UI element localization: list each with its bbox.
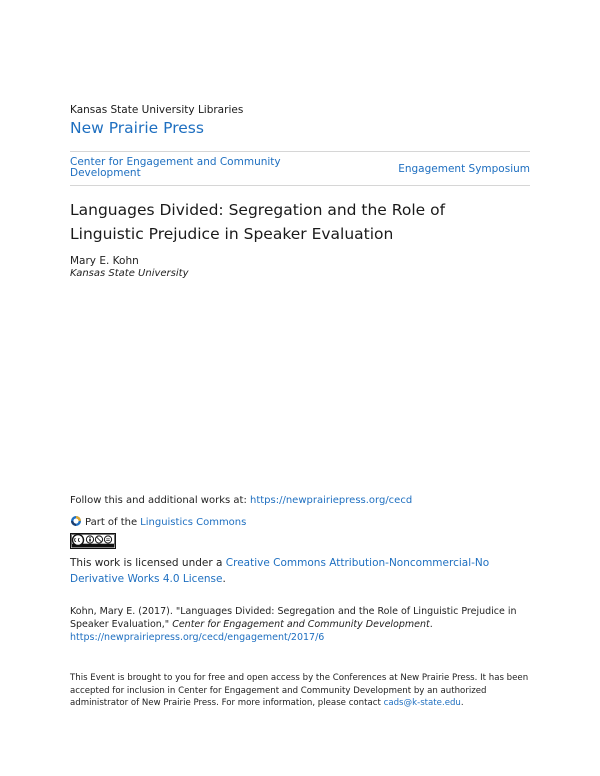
license-link[interactable]: Creative Commons Attribution-Noncommercial-No Derivative Works 4.0 License <box>70 557 490 585</box>
notice-text: This Event is brought to you for free and open access by the Conferences at New Prairie Press. It has been accepted for inclusion in Center for Engagement and Community Development by an authorized administrator of New Prairie Press. For more information, please contact <box>70 673 529 708</box>
part-of-line <box>70 515 246 530</box>
citation-separator: . <box>429 619 433 630</box>
network-icon <box>70 515 82 530</box>
citation-link[interactable]: https://newprairiepress.org/cecd/engagement/2017/6 <box>70 632 325 643</box>
article-title: Languages Divided: Segregation and the Role of Linguistic Prejudice in Speaker Evaluation <box>70 201 446 243</box>
linguistics-commons-link[interactable]: Linguistics Commons <box>140 517 247 528</box>
license-suffix: . <box>222 573 226 585</box>
follow-link[interactable]: https://newprairiepress.org/cecd <box>250 495 413 506</box>
divider-bottom <box>70 185 530 186</box>
license-text: This work is licensed under a <box>70 557 226 569</box>
press-link[interactable]: New Prairie Press <box>70 119 204 137</box>
collection-link[interactable]: Center for Engagement and Community Development <box>70 156 281 179</box>
contact-email-link[interactable]: cads@k-state.edu <box>383 698 461 708</box>
cc-by-nc-nd-icon[interactable] <box>70 533 116 549</box>
institution-name: Kansas State University Libraries <box>70 104 244 116</box>
notice-suffix: . <box>460 698 464 708</box>
author-affiliation: Kansas State University <box>70 268 189 279</box>
citation-venue: Center for Engagement and Community Development <box>172 619 430 630</box>
follow-line <box>70 495 412 506</box>
citation-text: Kohn, Mary E. (2017). "Languages Divided: Segregation and the Role of Linguistic Prejudice in Speaker Evaluation," <box>70 606 517 630</box>
part-of-text: Part of the <box>85 517 138 528</box>
cover-page <box>70 0 530 776</box>
access-notice <box>70 672 530 710</box>
author-name: Mary E. Kohn <box>70 255 139 267</box>
event-link[interactable]: Engagement Symposium <box>398 163 530 175</box>
divider-top <box>70 151 530 152</box>
recommended-citation <box>70 605 530 644</box>
follow-text: Follow this and additional works at: <box>70 495 250 506</box>
license-statement <box>70 555 520 587</box>
